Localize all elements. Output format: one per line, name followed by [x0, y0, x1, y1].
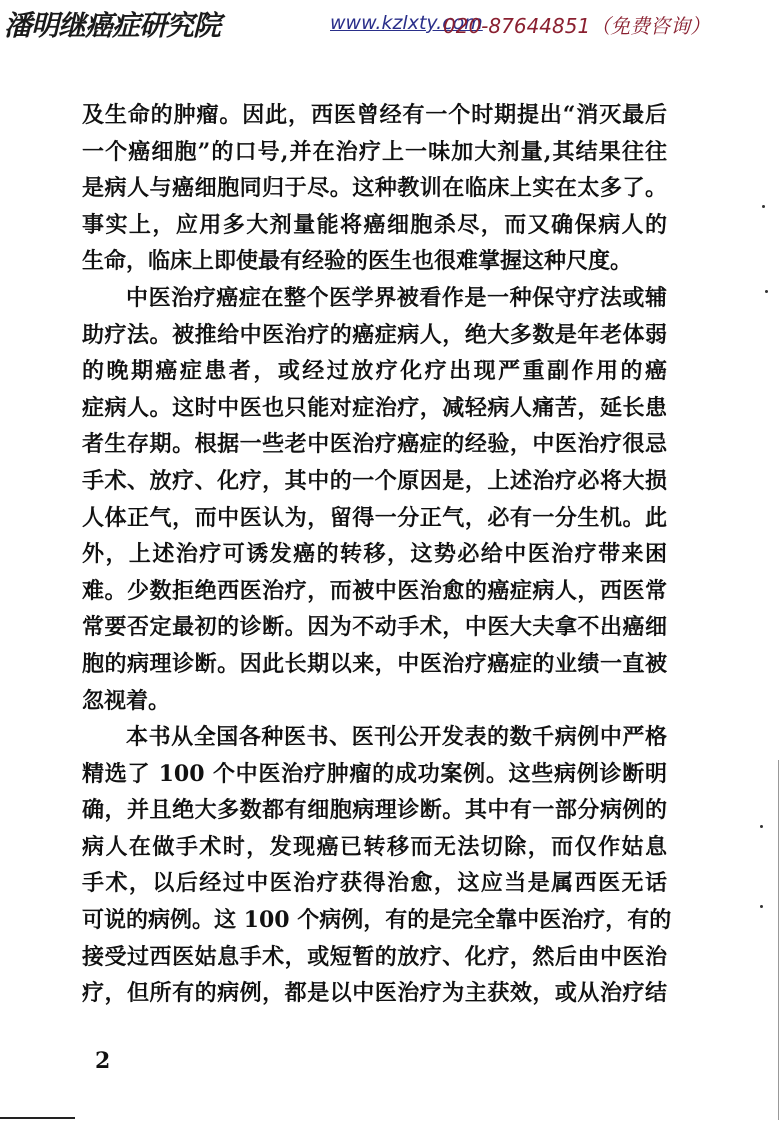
page-number: 2 [95, 1048, 111, 1074]
text-line: 中医治疗癌症在整个医学界被看作是一种保守疗法或辅 [126, 284, 667, 311]
text-line: 可说的病例。这 100 个病例，有的是完全靠中医治疗，有的 [82, 907, 672, 934]
text-line: 精选了 100 个中医治疗肿瘤的成功案例。这些病例诊断明 [82, 760, 667, 787]
banner-phone: 020-87644851（免费咨询） [443, 14, 711, 38]
text-line: 胞的病理诊断。因此长期以来，中医治疗癌症的业绩一直被 [82, 650, 667, 677]
text-line: 症病人。这时中医也只能对症治疗，减轻病人痛苦，延长患 [82, 394, 667, 421]
text-line: 确，并且绝大多数都有细胞病理诊断。其中有一部分病例的 [82, 797, 667, 824]
text-line: 常要否定最初的诊断。因为不动手术，中医大夫拿不出癌细 [82, 614, 667, 641]
paragraph [82, 719, 672, 1012]
scan-speck [760, 905, 763, 908]
text-line: 事实上，应用多大剂量能将癌细胞杀尽，而又确保病人的 [82, 211, 667, 238]
text-line: 病人在做手术时，发现癌已转移而无法切除，而仅作姑息 [82, 833, 667, 860]
text-line: 难。少数拒绝西医治疗，而被中医治愈的癌症病人，西医常 [82, 577, 667, 604]
scan-margin-edge [778, 760, 779, 1120]
text-line: 接受过西医姑息手术，或短暂的放疗、化疗，然后由中医治 [82, 943, 667, 970]
text-line: 是病人与癌细胞同归于尽。这种教训在临床上实在太多了。 [82, 175, 667, 202]
text-line: 者生存期。根据一些老中医治疗癌症的经验，中医治疗很忌 [82, 431, 667, 458]
text-line: 人体正气，而中医认为，留得一分正气，必有一分生机。此 [82, 504, 667, 531]
text-line: 的晚期癌症患者，或经过放疗化疗出现严重副作用的癌 [82, 358, 667, 385]
paragraph [82, 280, 667, 719]
text-line: 生命，临床上即使最有经验的医生也很难掌握这种尺度。 [82, 248, 633, 275]
banner-organization: 潘明继癌症研究院 [4, 9, 221, 42]
paragraph [82, 97, 667, 280]
scan-speck [762, 205, 765, 208]
text-line: 忽视着。 [82, 687, 171, 714]
text-line: 疗，但所有的病例，都是以中医治疗为主获效，或从治疗结 [82, 980, 667, 1007]
footer-rule [0, 1117, 75, 1119]
body-text [82, 97, 672, 1012]
text-line: 助疗法。被推给中医治疗的癌症病人，绝大多数是年老体弱 [82, 321, 667, 348]
text-line: 本书从全国各种医书、医刊公开发表的数千病例中严格 [126, 724, 667, 751]
text-line: 手术、放疗、化疗，其中的一个原因是，上述治疗必将大损 [82, 467, 667, 494]
scan-speck [765, 290, 768, 293]
scan-speck [760, 825, 763, 828]
text-line: 一个癌细胞”的口号,并在治疗上一味加大剂量,其结果往往 [82, 138, 667, 165]
text-line: 及生命的肿瘤。因此，西医曾经有一个时期提出“消灭最后 [82, 102, 667, 128]
banner-url-link[interactable]: www.kzlxty.com [330, 12, 483, 34]
text-line: 手术，以后经过中医治疗获得治愈，这应当是属西医无话 [82, 870, 667, 897]
text-line: 外，上述治疗可诱发癌的转移，这势必给中医治疗带来困 [82, 541, 667, 568]
watermark-banner [0, 0, 781, 44]
